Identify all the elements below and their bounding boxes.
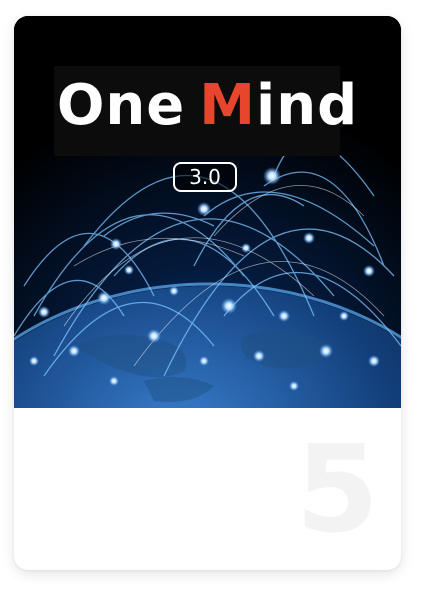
card-index-number: 5 [295,421,379,560]
version-badge: 3.0 [173,162,237,192]
cover-image[interactable] [14,16,401,408]
product-card[interactable] [14,16,401,570]
title-part1: One [56,73,186,138]
title-part2-rest: ind [256,73,359,138]
product-logo-title [14,74,401,138]
title-part2-highlight: M [199,73,257,138]
